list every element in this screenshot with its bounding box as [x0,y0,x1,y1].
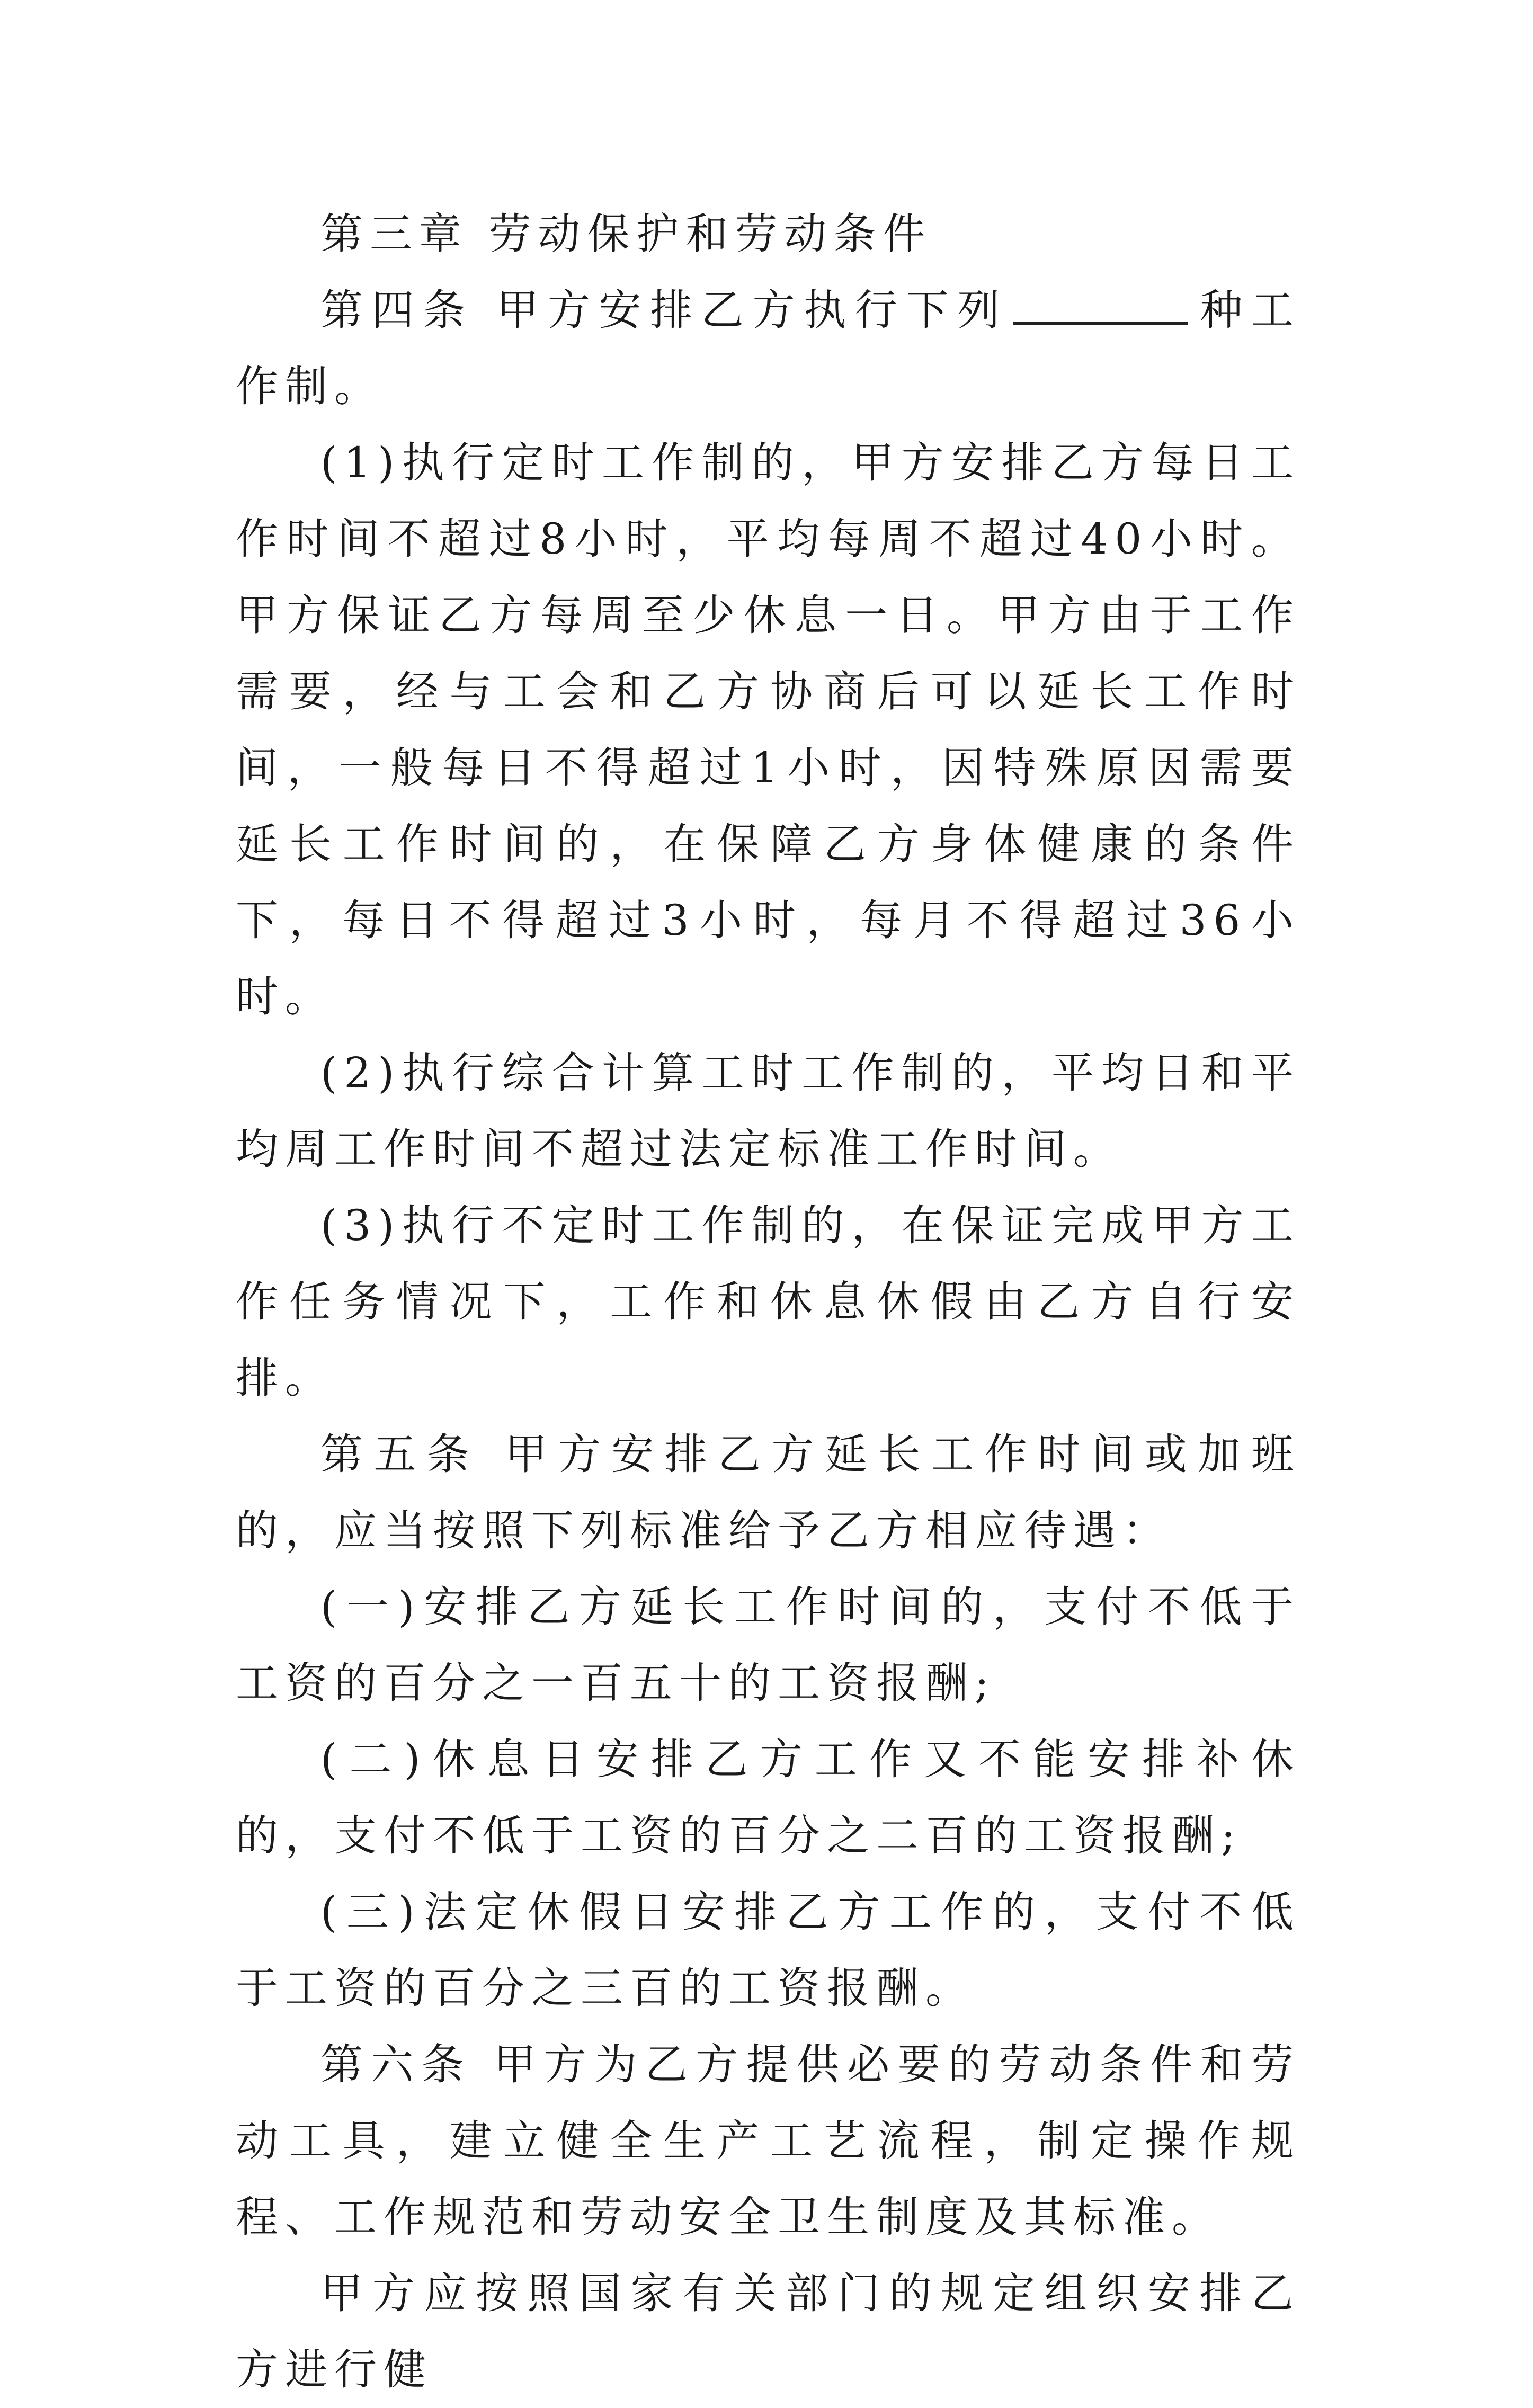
article-5-item-2: (二)休息日安排乙方工作又不能安排补休的，支付不低于工资的百分之二百的工资报酬; [236,1735,1300,1860]
article-5-item-3: (三)法定休假日安排乙方工作的，支付不低于工资的百分之三百的工资报酬。 [236,1887,1300,2013]
chapter-title: 第三章 劳动保护和劳动条件 [320,209,932,258]
article-6: 第六条 甲方为乙方提供必要的劳动条件和劳动工具，建立健全生产工艺流程，制定操作规程、工作规范和劳动安全卫生制度及其标准。 [236,2040,1300,2242]
paragraph-comprehensive-hours: (2)执行综合计算工时工作制的，平均日和平均周工作时间不超过法定标准工作时间。 [236,1048,1300,1174]
fill-in-blank[interactable] [1013,286,1188,325]
article-4-suffix: 种工作制。 [236,286,1300,411]
article-4-text: 第四条 甲方安排乙方执行下列 [320,286,1009,335]
document-body [236,196,1300,2408]
article-5: 第五条 甲方安排乙方延长工作时间或加班的，应当按照下列标准给予乙方相应待遇： [236,1430,1300,1555]
article-5-item-1: (一)安排乙方延长工作时间的，支付不低于工资的百分之一百五十的工资报酬; [236,1582,1300,1708]
paragraph-fixed-hours: (1)执行定时工作制的，甲方安排乙方每日工作时间不超过8小时，平均每周不超过40小时。甲方保证乙方每周至少休息一日。甲方由于工作需要，经与工会和乙方协商后可以延长工作时间，一般每日不得超过1小时，因特殊原因需要延长工作时间的，在保障乙方身体健康的条件下，每日不得超过3小时，每月不得超过36小时。 [236,438,1300,1021]
article-4 [236,272,1300,425]
paragraph-flexible-hours: (3)执行不定时工作制的，在保证完成甲方工作任务情况下，工作和休息休假由乙方自行安排。 [236,1201,1300,1403]
paragraph-health-check: 甲方应按照国家有关部门的规定组织安排乙方进行健 [236,2269,1300,2394]
